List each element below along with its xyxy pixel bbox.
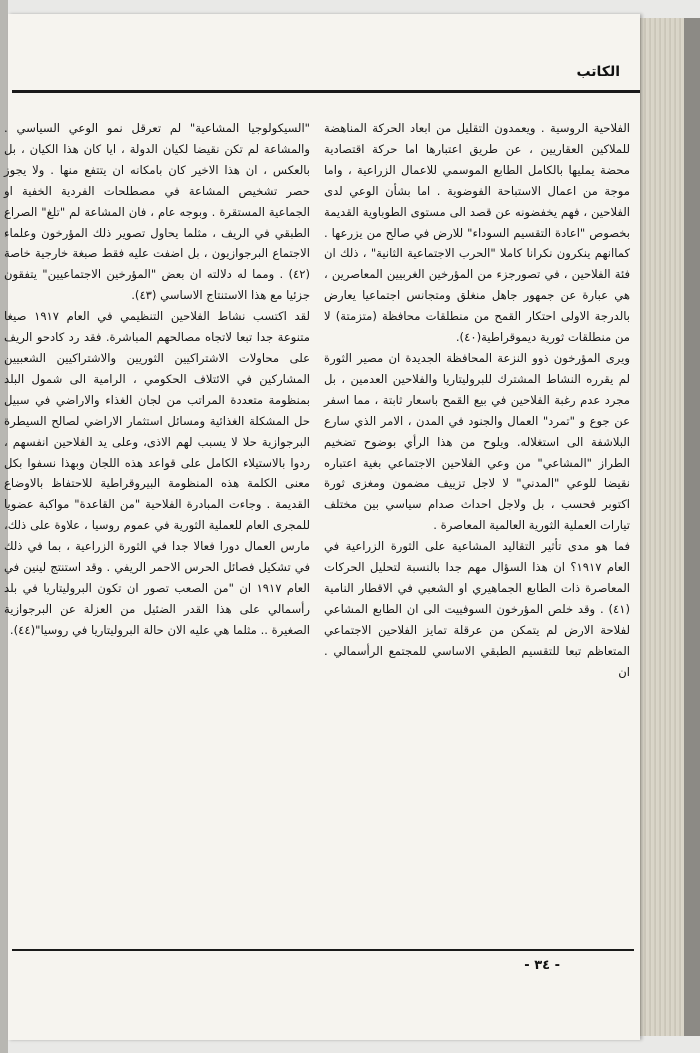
paragraph: لقد اكتسب نشاط الفلاحين التنظيمي في العام ١٩١٧ صيغا متنوعة جدا تبعا لاتجاه مصالحهم المباشرة. فقد رد كادحو الريف على محاولات الاشتراكيين الثوريين والاشتراكيين الشعبيين المشاركين في الائتلاف الحكومي ، الرامية الى شمول البلد بمنظومة متعددة المراتب من لجان الغذاء والاراضي في سبيل حل المشكلة الغذائية ومسائل استثمار الاراضي لصالح السيطرة البرجوازية حلا لا يسبب لهم الاذى، وعلى يد الفلاحين انفسهم ، ردوا بالاستيلاء الكامل على قواعد هذه اللجان وبهذا نسفوا بكل معنى الكلمة هذه المنظومة البيروقراطية للاحتفاظ بالاوضاع القديمة . وجاءت المبادرة الفلاحية "من القاعدة" مواكبة عضويا للمجرى العام للعملية الثورية في عموم روسيا ، علاوة على ذلك، مارس العمال دورا فعالا جدا في الثورة الزراعية ، بما في ذلك في تشكيل فصائل الحرس الاحمر الريفي . وقد استنتج لينين في العام ١٩١٧ ان "من الصعب تصور ان تكون البروليتاريا في بلد رأسمالي على هذا القدر الضئيل من العزلة عن البرجوازية الصغيرة .. مثلما هي عليه الان حالة البروليتاريا في روسيا"(٤٤). <box>4 309 310 637</box>
book-page <box>4 14 640 1040</box>
book-page-edges <box>636 18 684 1036</box>
paragraph: ويرى المؤرخون ذوو النزعة المحافظة الجديدة ان مصير الثورة لم يقرره النشاط المشترك للبروليتاريا والفلاحين العدمين ، بل مجرد عدم رغبة الفلاحين في بيع القمح باسعار ثابتة ، مما اسفر عن جوع و "تمرد" العمال والجنود في المدن ، الامر الذي سارع البلاشفة الى استغلاله. ويلوح من هذا الرأي بوضوح تضخيم الطراز "المشاعي" من وعي الفلاحين الاجتماعي بغية اعتباره نقيضا للوعي "المدني" لا لاجل تزييف مضمون ومغزى ثورة اكتوبر فحسب ، بل ولاجل احداث صدام سياسي بين مختلف تيارات العملية الثورية العالمية المعاصرة . <box>324 350 630 533</box>
paragraph: فما هو مدى تأثير التقاليد المشاعية على الثورة الزراعية في العام ١٩١٧؟ ان هذا السؤال مهم جدا بالنسبة لتحليل الحركات المعاصرة ذات الطابع الجماهيري او الشعبي في الاقطار النامية (٤١) . وقد خلص المؤرخون السوفييت الى ان الطابع المشاعي لفلاحة الارض لم يتمكن من عرقلة تمايز الفلاحين الاجتماعي المتعاظم تبعا للتقسيم الطبقي الاساسي للمجتمع الرأسمالي . ان <box>324 539 630 679</box>
header-rule <box>12 90 640 93</box>
book-spine-shadow <box>684 18 700 1036</box>
running-header: الكاتب <box>576 64 620 80</box>
footer-rule <box>12 949 634 951</box>
text-column-right <box>324 118 630 682</box>
paragraph: "السيكولوجيا المشاعية" لم تعرقل نمو الوعي السياسي . والمشاعة لم تكن نقيضا لكيان الدولة ، ايا كان هذا الكيان ، بل بالعكس ، ان هذا الاخير كان بامكانه ان يتتفع منها . ولا يجوز حصر تشخيص المشاعة في مصطلحات الفردية الخفية او الجماعية المستقرة . وبوجه عام ، فان المشاعة لم "تلغ" الصراع الطبقي في الريف ، مثلما يحاول تصوير ذلك المؤرخون وعلماء الاجتماع البرجوازيون ، بل اضفت عليه فقط صبغة خارجية خاصة (٤٢) . ومما له دلالته ان بعض "المؤرخين الاجتماعيين" يتفقون جزئيا مع هذا الاستنتاج الاساسي (٤٣). <box>4 121 310 303</box>
paragraph: الفلاحية الروسية . ويعمدون التقليل من ابعاد الحركة المناهضة للملاكين العقاريين ، عن طريق اعتبارها اما حركة اقتصادية محضة يمليها بالكامل الطابع الموسمي للاعمال الزراعية ، واما موجة من اعمال الاستباحة الفوضوية . اما بشأن الوعي لدى الفلاحين ، فهم يخفضونه عن قصد الى مستوى الطوباوية القديمة بخصوص "اعادة التقسيم السوداء" للارض في صالح من يزرعها . كماانهم ينكرون نكرانا كاملا "الحرب الاجتماعية الثانية" ، ذلك ان فئة الفلاحين ، في تصورجزء من المؤرخين الغربيين المعاصرين ، هي عبارة عن جمهور جاهل منغلق ومتجانس اجتماعيا يعارض بالدرجة الاولى احتكار القمح من منطلقات محافظة (متزمتة) لا من منطلقات ثورية ديموقراطية(٤٠). <box>324 121 630 345</box>
text-column-left <box>4 118 310 641</box>
page-number: - ٣٤ - <box>524 958 560 973</box>
